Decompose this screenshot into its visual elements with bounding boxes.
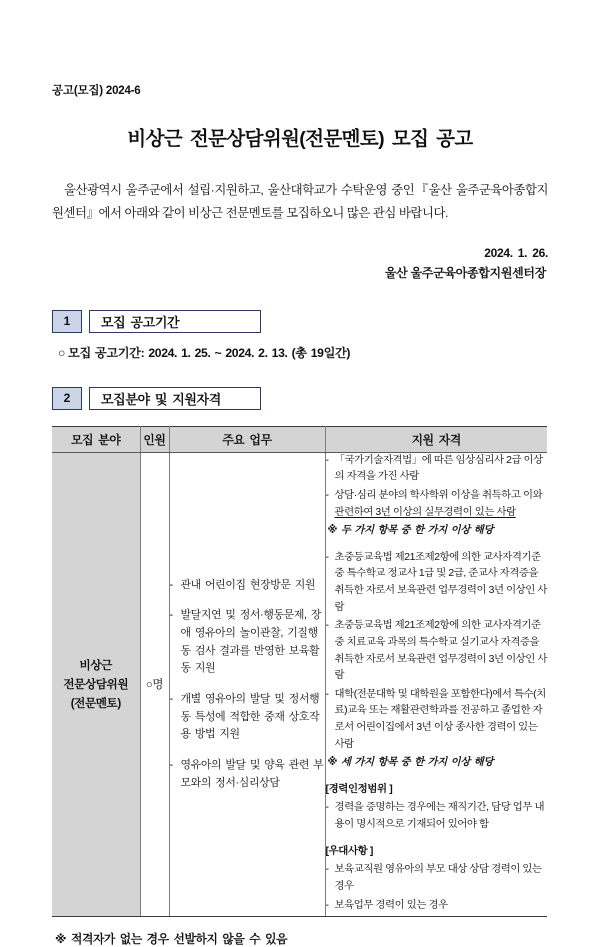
column-header-qualification: 지원 자격 [325, 426, 547, 452]
column-header-field: 모집 분야 [52, 426, 140, 452]
preference-item: - 보육업무 경력이 있는 경우 [326, 898, 548, 915]
notice-number: 공고(모집) 2024-6 [52, 85, 141, 97]
recruitment-table [52, 426, 547, 918]
signature-block [52, 225, 548, 284]
career-scope-heading: [경력인정범위 ] [325, 783, 393, 795]
qualification-group-2 [326, 550, 548, 772]
column-header-count: 인원 [140, 426, 169, 452]
cell-duties [169, 452, 325, 917]
qualification-item: - 초중등교육법 제21조제2항에 의한 교사자격기준 중 특수학교 정교사 1급 및 2급, 준교사 자격증을 취득한 자로서 보육관련 업무경력이 3년 이상인 사람 [326, 550, 548, 617]
qualification-item [326, 488, 548, 521]
section-label-2: 모집분야 및 지원자격 [89, 387, 261, 410]
duty-list [170, 577, 325, 793]
duty-item: - 발달지연 및 정서·행동문제, 장애 영유아의 놀이관찰, 기질행동 검사 결과를 반영한 보육활동 지원 [170, 607, 325, 678]
signature-name: 울산 울주군육아종합지원센터장 [384, 266, 546, 281]
field-line-2: 전문상담위원 [63, 677, 129, 691]
preference-heading: [우대사항 ] [325, 845, 374, 857]
table-header-row [52, 426, 547, 452]
column-header-duty: 주요 업무 [169, 426, 325, 452]
section-heading-2 [52, 387, 548, 410]
footnote: ※ 적격자가 없는 경우 선발하지 않을 수 있음 [55, 932, 288, 947]
intro-paragraph: 울산광역시 울주군에서 설립·지원하고, 울산대학교가 수탁운영 중인『울산 울주군육아종합지원센터』에서 아래와 같이 비상근 전문멘토를 모집하오니 많은 관심 바랍니다. [52, 183, 548, 220]
qualification-item: - 초중등교육법 제21조제2항에 의한 교사자격기준 중 치료교육 과목의 특수학교 실기교사 자격증을 취득한 자로서 보육관련 업무경력이 3년 이상인 사람 [326, 618, 548, 685]
section-label-1: 모집 공고기간 [89, 310, 261, 333]
duty-item: - 영유아의 발달 및 양육 관련 부모와의 정서·심리상담 [170, 757, 325, 792]
section-number-1: 1 [52, 310, 82, 333]
preference-item: - 보육교직원 영유아의 부모 대상 상담 경력이 있는 경우 [326, 862, 548, 895]
career-scope-list [326, 800, 548, 833]
career-scope-block [326, 782, 548, 834]
section-number-2: 2 [52, 387, 82, 410]
qualification-note: ※ 세 가지 항목 중 한 가지 이상 해당 [327, 757, 494, 769]
table-row [52, 452, 547, 917]
qualification-item-head: 상담·심리 분야의 학사학위 이상을 취득하고 이와 [334, 489, 543, 501]
qualification-list-1 [326, 453, 548, 522]
preference-block [326, 844, 548, 915]
page-title: 비상근 전문상담위원(전문멘토) 모집 공고 [127, 128, 473, 150]
notice-period-line [52, 333, 548, 361]
signature-date: 2024. 1. 26. [484, 245, 548, 260]
qualification-list-2 [326, 550, 548, 754]
preference-list [326, 862, 548, 914]
qualification-note: ※ 두 가지 항목 중 한 가지 이상 해당 [327, 525, 494, 537]
cell-qualifications [325, 452, 547, 917]
qualification-group-1 [326, 453, 548, 540]
bullet-circle-icon: ○ [58, 345, 66, 360]
section-heading-1 [52, 310, 548, 333]
duty-item: - 관내 어린이집 현장방문 지원 [170, 577, 325, 595]
notice-period-text: 모집 공고기간: 2024. 1. 25. ~ 2024. 2. 13. (총 19일간) [68, 345, 351, 360]
cell-recruit-field [52, 452, 140, 917]
qualification-item: - 「국가기술자격법」에 따른 임상심리사 2급 이상의 자격을 가진 사람 [326, 453, 548, 486]
qualification-item: - 대학(전문대학 및 대학원을 포함한다)에서 특수(치료)교육 또는 재활관련학과를 전공하고 졸업한 자로서 어린이집에서 3년 이상 종사한 경력이 있는 사람 [326, 687, 548, 754]
field-line-3: (전문멘토) [70, 697, 121, 711]
career-scope-item: - 경력을 증명하는 경우에는 재직기간, 담당 업무 내용이 명시적으로 기재되어 있어야 함 [326, 800, 548, 833]
duty-item: - 개별 영유아의 발달 및 정서행동 특성에 적합한 중재 상호작용 방법 지원 [170, 691, 325, 744]
field-line-1: 비상근 [79, 658, 112, 672]
cell-headcount: ○명 [140, 452, 169, 917]
qualification-item-underlined: 관련하여 3년 이상의 실무경력이 있는 사람 [334, 506, 516, 518]
